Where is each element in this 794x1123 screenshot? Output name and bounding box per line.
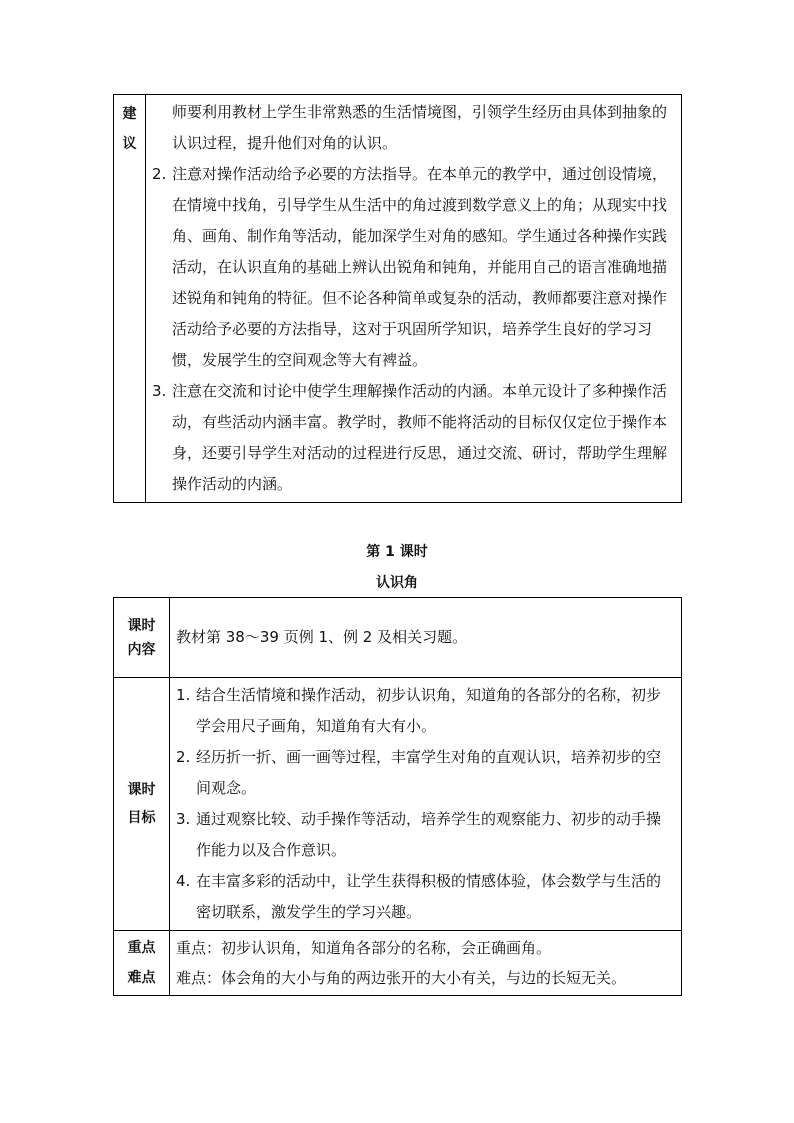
suggestion-item-text: 师要利用教材上学生非常熟悉的生活情境图，引领学生经历由具体到抽象的认识过程，提升他们对角的认识。 bbox=[172, 103, 668, 152]
goal-text: 在丰富多彩的活动中，让学生获得积极的情感体验，体会数学与生活的密切联系，激发学生的学习兴趣。 bbox=[196, 872, 662, 921]
goal-item bbox=[176, 680, 675, 742]
lesson-key-text bbox=[170, 931, 682, 996]
suggestion-body bbox=[146, 95, 682, 503]
goal-text: 经历折一折、画一画等过程，丰富学生对角的直观认识，培养初步的空间观念。 bbox=[196, 748, 662, 797]
goal-number: 4. bbox=[176, 872, 191, 890]
lesson-goals-label-line-2: 目标 bbox=[127, 810, 156, 826]
lesson-goals-label-line-1: 课时 bbox=[127, 782, 156, 798]
suggestion-item-number bbox=[152, 97, 172, 159]
lesson-table bbox=[113, 597, 682, 996]
lesson-goals-label bbox=[114, 678, 170, 931]
suggestion-item-text: 注意对操作活动给予必要的方法指导。在本单元的教学中，通过创设情境，在情境中找角，引导学生从生活中的角过渡到数学意义上的角；从现实中找角、画角、制作角等活动，能加深学生对角的感知。学生通过各种操作实践活动，在认识直角的基础上辨认出锐角和钝角，并能用自己的语言准确地描述锐角和钝角的特征。但不论各种简单或复杂的活动，教师都要注意对操作活动给予必要的方法指导，这对于巩固所学知识，培养学生良好的学习习惯，发展学生的空间观念等大有裨益。 bbox=[172, 165, 668, 369]
lesson-key-label bbox=[114, 931, 170, 996]
goal-number: 1. bbox=[176, 686, 191, 704]
suggestion-item-number: 3. bbox=[152, 382, 167, 400]
goal-number: 3. bbox=[176, 810, 191, 828]
goal-item bbox=[176, 866, 675, 928]
suggestion-item bbox=[152, 159, 675, 376]
goal-number: 2. bbox=[176, 748, 191, 766]
lesson-goals-row bbox=[114, 678, 682, 931]
lesson-key-label-line-1: 重点 bbox=[127, 940, 156, 956]
suggestion-label-char-2: 议 bbox=[122, 136, 137, 152]
suggestion-item bbox=[152, 97, 675, 159]
goal-text: 结合生活情境和操作活动，初步认识角，知道角的各部分的名称，初步学会用尺子画角，知道角有大有小。 bbox=[196, 686, 662, 735]
goal-text: 通过观察比较、动手操作等活动，培养学生的观察能力、初步的动手操作能力以及合作意识。 bbox=[196, 810, 662, 859]
lesson-number: 第 1 课时 bbox=[366, 544, 428, 560]
key-point-text: 重点：初步认识角，知道角各部分的名称，会正确画角。 bbox=[176, 939, 552, 957]
suggestion-item-text: 注意在交流和讨论中使学生理解操作活动的内涵。本单元设计了多种操作活动，有些活动内涵丰富。教学时，教师不能将活动的目标仅仅定位于操作本身，还要引导学生对活动的过程进行反思，通过交流、研讨，帮助学生理解操作活动的内涵。 bbox=[172, 382, 668, 493]
suggestion-label-char-1: 建 bbox=[122, 106, 137, 122]
suggestion-label bbox=[114, 95, 146, 503]
lesson-goals-list bbox=[170, 678, 682, 931]
lesson-content-row bbox=[114, 598, 682, 678]
suggestion-item bbox=[152, 376, 675, 500]
goal-item bbox=[176, 742, 675, 804]
lesson-content-label-line-1: 课时 bbox=[127, 617, 156, 634]
lesson-content-label bbox=[114, 598, 170, 678]
lesson-key-row bbox=[114, 931, 682, 996]
lesson-key-label-line-2: 难点 bbox=[127, 970, 156, 986]
lesson-content-label-line-2: 内容 bbox=[127, 641, 156, 658]
lesson-title: 认识角 bbox=[376, 575, 418, 591]
suggestion-table bbox=[113, 94, 682, 503]
goal-item bbox=[176, 804, 675, 866]
difficulty-text: 难点：体会角的大小与角的两边张开的大小有关，与边的长短无关。 bbox=[176, 969, 627, 987]
suggestion-item-number: 2. bbox=[152, 165, 167, 183]
lesson-content-text: 教材第 38～39 页例 1、例 2 及相关习题。 bbox=[170, 598, 682, 678]
